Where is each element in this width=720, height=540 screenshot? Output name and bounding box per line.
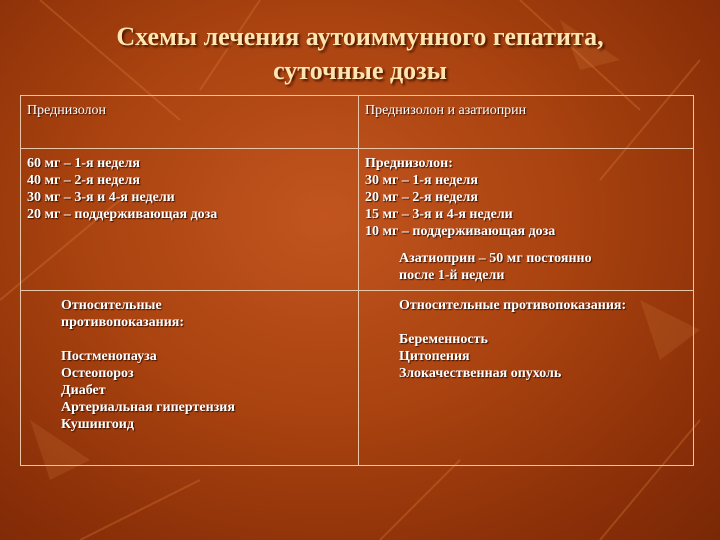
regimen-item: 15 мг – 3-я и 4-я недели	[365, 207, 513, 222]
treatment-table	[20, 95, 694, 466]
title-line-2: суточные дозы	[273, 56, 447, 85]
cell-left-contraindications	[21, 291, 359, 466]
slide-title	[0, 20, 720, 88]
regimen-item: 10 мг – поддерживающая доза	[365, 224, 556, 239]
contra-item: Кушингоид	[61, 417, 134, 432]
regimen-item: 20 мг – поддерживающая доза	[27, 207, 218, 222]
regimen-item: 60 мг – 1-я неделя	[27, 156, 140, 171]
contra-item: Диабет	[61, 383, 106, 398]
regimen-item: 30 мг – 3-я и 4-я недели	[27, 190, 175, 205]
cell-prednisolone-regimen	[21, 149, 359, 291]
cell-right-contraindications	[359, 291, 694, 466]
contra-item: Беременность	[399, 332, 488, 347]
contra-item: Артериальная гипертензия	[61, 400, 235, 415]
azathioprine-line-1: Азатиоприн – 50 мг постоянно	[399, 251, 592, 266]
contra-item: Злокачественная опухоль	[399, 366, 562, 381]
contra-item: Остеопороз	[61, 366, 134, 381]
regimen-item: 20 мг – 2-я неделя	[365, 190, 478, 205]
cell-combined-regimen	[359, 149, 694, 291]
regimen-item: 40 мг – 2-я неделя	[27, 173, 140, 188]
title-line-1: Схемы лечения аутоиммунного гепатита,	[116, 22, 604, 51]
table-contraindications-row	[21, 291, 694, 466]
contra-item: Цитопения	[399, 349, 470, 364]
contra-title: Относительные противопоказания:	[399, 298, 627, 313]
azathioprine-line-2: после 1-й недели	[399, 268, 505, 283]
regimen-subtitle: Преднизолон:	[365, 156, 453, 171]
contra-item: Постменопауза	[61, 349, 157, 364]
regimen-item: 30 мг – 1-я неделя	[365, 173, 478, 188]
table-regimen-row	[21, 149, 694, 291]
header-prednisolone-azathioprine: Преднизолон и азатиоприн	[359, 96, 694, 149]
contra-title-line-1: Относительные	[61, 298, 162, 313]
header-prednisolone: Преднизолон	[21, 96, 359, 149]
contra-title-line-2: противопоказания:	[61, 315, 184, 330]
table-header-row	[21, 96, 694, 149]
